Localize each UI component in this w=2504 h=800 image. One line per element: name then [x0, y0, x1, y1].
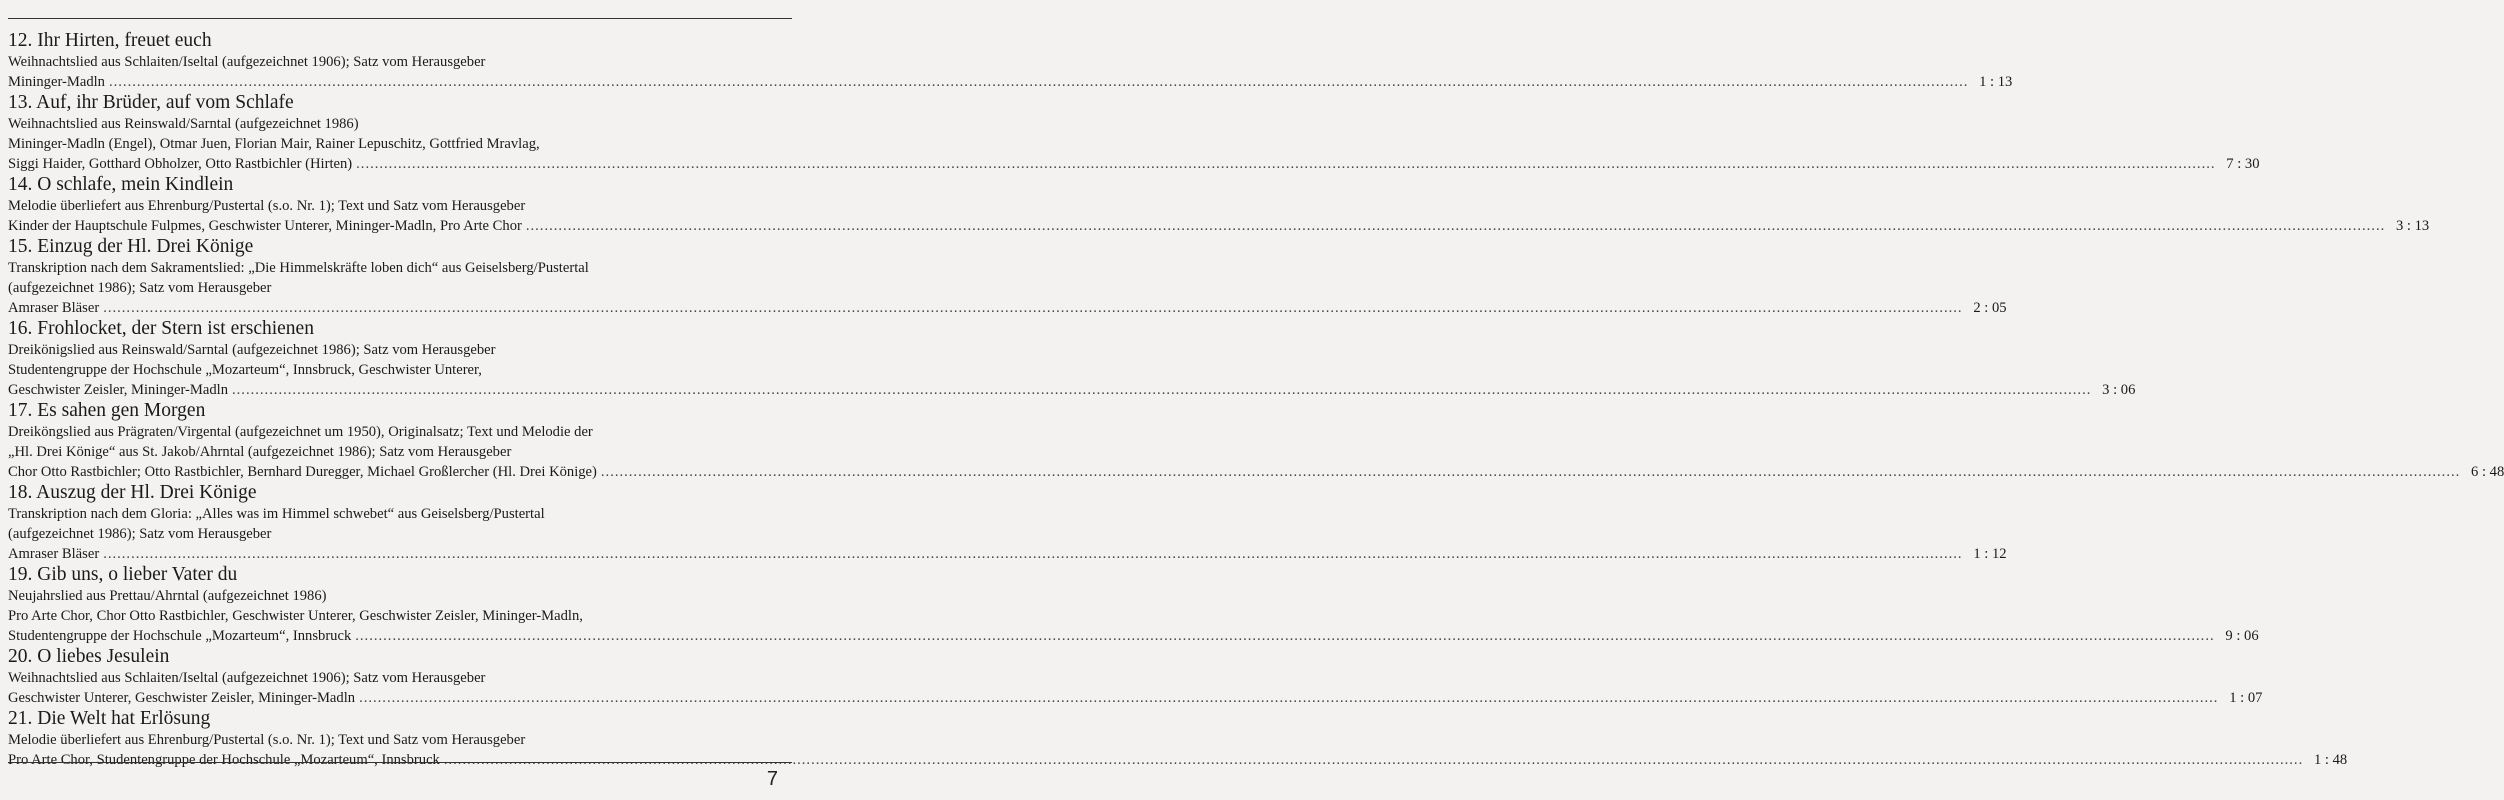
track-title: 19. Gib uns, o lieber Vater du	[8, 564, 238, 585]
track-source-info: Neujahrslied aus Prettau/Ahrntal (aufgezeichnet 1986)	[8, 588, 327, 604]
track-performer-duration-row	[8, 750, 2348, 770]
page-number: 7	[766, 768, 778, 790]
dot-leader: ................................................................................................................................................................................................................................................................................................................................................................................................................	[108, 74, 1969, 90]
track-duration: 1 : 13	[1979, 74, 2013, 90]
track-performers: Pro Arte Chor, Studentengruppe der Hochschule „Mozarteum“, Innsbruck	[8, 752, 440, 768]
track-source-info: Dreikönigslied aus Reinswald/Sarntal (aufgezeichnet 1986); Satz vom Herausgeber	[8, 342, 496, 358]
track-duration: 1 : 07	[2229, 690, 2263, 706]
track-performer-duration-row	[8, 626, 2259, 646]
track-source-info: „Hl. Drei Könige“ aus St. Jakob/Ahrntal (aufgezeichnet 1986); Satz vom Herausgeber	[8, 444, 512, 460]
dot-leader: ................................................................................................................................................................................................................................................................................................................................................................................................................	[443, 752, 2304, 768]
track-title: 13. Auf, ihr Brüder, auf vom Schlafe	[8, 92, 294, 113]
track-performers: Siggi Haider, Gotthard Obholzer, Otto Rastbichler (Hirten)	[8, 156, 353, 172]
track-performer-duration-row	[8, 298, 2007, 318]
track-performers: Studentengruppe der Hochschule „Mozarteum“, Innsbruck	[8, 628, 352, 644]
track-performers: Amraser Bläser	[8, 546, 100, 562]
track-list	[8, 30, 2504, 770]
track-performers: Kinder der Hauptschule Fulpmes, Geschwister Unterer, Mininger-Madln, Pro Arte Chor	[8, 218, 522, 234]
track-entry	[8, 400, 2504, 482]
dot-leader: ................................................................................................................................................................................................................................................................................................................................................................................................................	[356, 156, 2216, 172]
track-title: 20. O liebes Jesulein	[8, 646, 170, 667]
dot-leader: ................................................................................................................................................................................................................................................................................................................................................................................................................	[355, 628, 2215, 644]
track-entry	[8, 564, 2259, 646]
track-source-info: Melodie überliefert aus Ehrenburg/Pustertal (s.o. Nr. 1); Text und Satz vom Herausgeber	[8, 732, 526, 748]
track-title: 14. O schlafe, mein Kindlein	[8, 174, 234, 195]
track-duration: 1 : 48	[2313, 752, 2348, 768]
track-duration: 3 : 06	[2102, 382, 2136, 398]
track-duration: 6 : 48	[2471, 464, 2504, 480]
track-performer-duration-row	[8, 462, 2504, 482]
track-performer-duration-row	[8, 380, 2136, 400]
dot-leader: ................................................................................................................................................................................................................................................................................................................................................................................................................	[359, 690, 2219, 706]
track-entry	[8, 646, 2263, 708]
track-entry	[8, 708, 2348, 770]
track-title: 17. Es sahen gen Morgen	[8, 400, 206, 421]
track-source-info: Weihnachtslied aus Reinswald/Sarntal (aufgezeichnet 1986)	[8, 116, 359, 132]
dot-leader: ................................................................................................................................................................................................................................................................................................................................................................................................................	[103, 300, 1963, 316]
track-title: 15. Einzug der Hl. Drei Könige	[8, 236, 254, 257]
track-performer-duration-row	[8, 544, 2007, 564]
track-source-info: Transkription nach dem Gloria: „Alles was im Himmel schwebet“ aus Geiselsberg/Pustertal	[8, 506, 545, 522]
track-entry	[8, 30, 2013, 92]
top-rule	[8, 18, 792, 19]
track-title: 21. Die Welt hat Erlösung	[8, 708, 211, 729]
track-source-info: Weihnachtslied aus Schlaiten/Iseltal (aufgezeichnet 1906); Satz vom Herausgeber	[8, 54, 486, 70]
track-performers: Mininger-Madln	[8, 74, 105, 90]
track-title: 16. Frohlocket, der Stern ist erschienen	[8, 318, 314, 339]
track-performer-duration-row	[8, 154, 2260, 174]
track-performers: Amraser Bläser	[8, 300, 100, 316]
track-duration: 3 : 13	[2395, 218, 2430, 234]
track-performer-duration-row	[8, 216, 2430, 236]
track-source-info: Transkription nach dem Sakramentslied: „Die Himmelskräfte loben dich“ aus Geiselsberg/Pustertal	[8, 260, 589, 276]
dot-leader: ................................................................................................................................................................................................................................................................................................................................................................................................................	[103, 546, 1963, 562]
track-performer-duration-row	[8, 72, 2013, 92]
track-performer-duration-row	[8, 688, 2263, 708]
track-duration: 7 : 30	[2226, 156, 2260, 172]
track-title: 12. Ihr Hirten, freuet euch	[8, 30, 212, 51]
track-performers: Chor Otto Rastbichler; Otto Rastbichler, Bernhard Duregger, Michael Großlercher (Hl. Drei Könige)	[8, 464, 597, 480]
track-duration: 9 : 06	[2225, 628, 2259, 644]
track-entry	[8, 92, 2260, 174]
bottom-rule	[8, 762, 792, 763]
track-source-info: Weihnachtslied aus Schlaiten/Iseltal (aufgezeichnet 1906); Satz vom Herausgeber	[8, 670, 486, 686]
track-source-info: (aufgezeichnet 1986); Satz vom Herausgeber	[8, 526, 272, 542]
track-entry	[8, 482, 2007, 564]
track-duration: 2 : 05	[1973, 300, 2007, 316]
track-performers: Geschwister Unterer, Geschwister Zeisler, Mininger-Madln	[8, 690, 356, 706]
track-duration: 1 : 12	[1973, 546, 2007, 562]
track-source-info: (aufgezeichnet 1986); Satz vom Herausgeber	[8, 280, 272, 296]
dot-leader: ................................................................................................................................................................................................................................................................................................................................................................................................................	[525, 218, 2386, 234]
track-performers: Pro Arte Chor, Chor Otto Rastbichler, Geschwister Unterer, Geschwister Zeisler, Mininger-Madln,	[8, 608, 583, 624]
track-entry	[8, 236, 2007, 318]
track-source-info: Dreiköngslied aus Prägraten/Virgental (aufgezeichnet um 1950), Originalsatz; Text und Melodie der	[8, 424, 593, 440]
dot-leader: ................................................................................................................................................................................................................................................................................................................................................................................................................	[600, 464, 2461, 480]
track-entry	[8, 318, 2136, 400]
track-performers: Mininger-Madln (Engel), Otmar Juen, Florian Mair, Rainer Lepuschitz, Gottfried Mravlag,	[8, 136, 540, 152]
track-source-info: Melodie überliefert aus Ehrenburg/Pustertal (s.o. Nr. 1); Text und Satz vom Herausgeber	[8, 198, 526, 214]
dot-leader: ................................................................................................................................................................................................................................................................................................................................................................................................................	[232, 382, 2092, 398]
track-performers: Geschwister Zeisler, Mininger-Madln	[8, 382, 228, 398]
track-performers: Studentengruppe der Hochschule „Mozarteum“, Innsbruck, Geschwister Unterer,	[8, 362, 482, 378]
track-entry	[8, 174, 2430, 236]
track-title: 18. Auszug der Hl. Drei Könige	[8, 482, 257, 503]
